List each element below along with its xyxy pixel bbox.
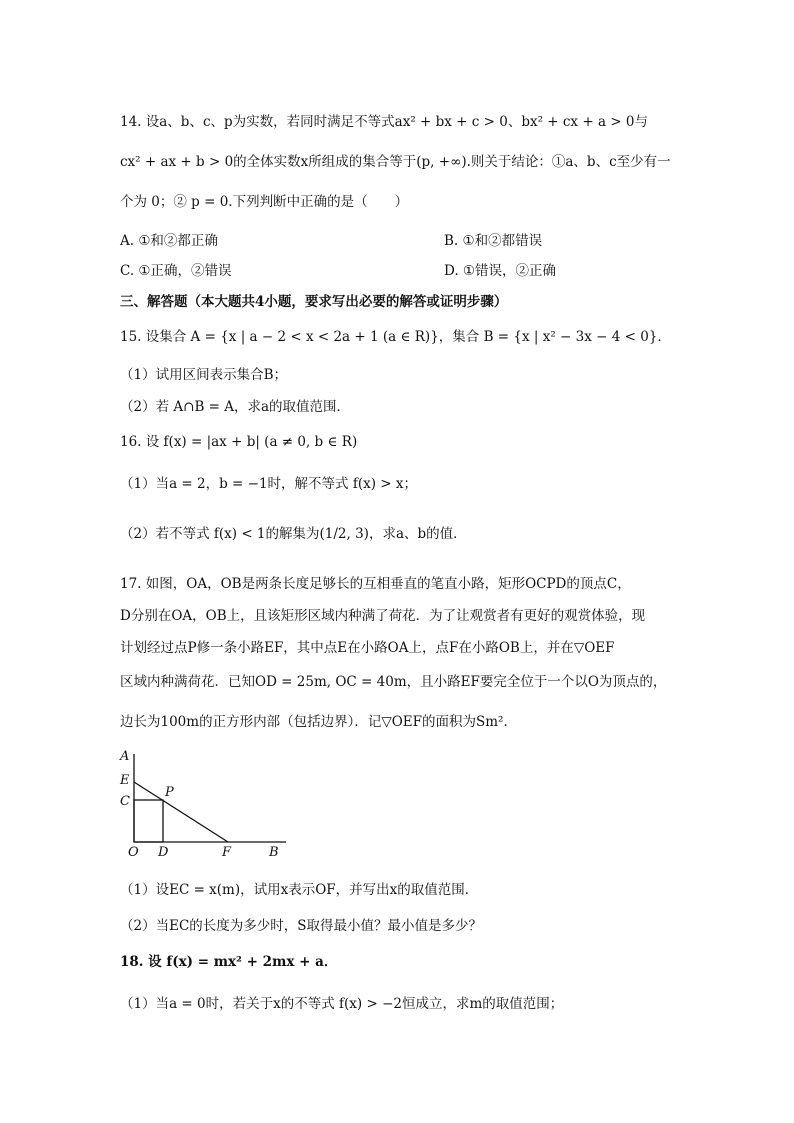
q17-part-2: （2）当EC的长度为多少时，S取得最小值？最小值是多少？ (120, 918, 483, 934)
label-c: C (120, 794, 130, 809)
q14-option-c: C. ①正确，②错误 (120, 263, 232, 279)
q15-part-2: （2）若 A∩B = A，求a的取值范围． (120, 399, 351, 415)
q14-stem-line-3: 个为 0；② p = 0.下列判断中正确的是（ ） (120, 194, 409, 210)
q17-stem-line-5: 边长为100m的正方形内部（包括边界）．记▽OEF的面积为Sm²． (120, 714, 517, 730)
section-heading: 三、解答题（本大题共4小题，要求写出必要的解答或证明步骤） (120, 294, 508, 310)
label-d: D (158, 845, 169, 860)
q17-part-1: （1）设EC = x(m)，试用x表示OF，并写出x的取值范围． (120, 882, 479, 898)
q14-option-d: D. ①错误，②正确 (444, 263, 557, 279)
label-o: O (128, 845, 139, 860)
path-ef (134, 782, 228, 842)
q17-stem-line-4: 区域内种满荷花．已知OD = 25m, OC = 40m，且小路EF要完全位于一个以O为顶点的， (120, 674, 667, 690)
q14-stem-line-1: 14. 设a、b、c、p为实数，若同时满足不等式ax² + bx + c > 0、bx² + cx + a > 0与 (120, 114, 648, 130)
label-p: P (165, 785, 174, 800)
geometry-figure (114, 744, 294, 860)
label-a: A (120, 749, 130, 764)
q15-part-1: （1）试用区间表示集合B； (120, 367, 288, 383)
q14-stem-line-2: cx² + ax + b > 0的全体实数x所组成的集合等于(p, +∞).则关于结论：①a、b、c至少有一 (120, 154, 671, 170)
q18-stem: 18. 设 f(x) = mx² + 2mx + a． (120, 954, 338, 970)
q15-stem: 15. 设集合 A = {x | a − 2 < x < 2a + 1 (a ∈ R)}，集合 B = {x | x² − 3x − 4 < 0}． (120, 329, 671, 345)
label-b: B (269, 845, 279, 860)
label-e: E (120, 773, 130, 788)
q14-option-a: A. ①和②都正确 (120, 233, 218, 249)
q18-part-1: （1）当a = 0时，若关于x的不等式 f(x) > −2恒成立，求m的取值范围； (120, 996, 564, 1012)
rectangle-ocpd (134, 800, 163, 842)
q17-stem-line-3: 计划经过点P修一条小路EF，其中点E在小路OA上，点F在小路OB上，并在▽OEF (120, 640, 615, 656)
q16-stem: 16. 设 f(x) = |ax + b| (a ≠ 0, b ∈ R) (120, 434, 358, 450)
q16-part-1: （1）当a = 2，b = −1时，解不等式 f(x) > x； (120, 476, 417, 492)
q16-part-2: （2）若不等式 f(x) < 1的解集为(1/2, 3)，求a、b的值． (120, 526, 467, 542)
q14-option-b: B. ①和②都错误 (444, 233, 543, 249)
label-f: F (222, 845, 232, 860)
q17-stem-line-2: D分别在OA，OB上，且该矩形区域内种满了荷花．为了让观赏者有更好的观赏体验，现 (120, 608, 646, 624)
q17-stem-line-1: 17. 如图，OA，OB是两条长度足够长的互相垂直的笔直小路，矩形OCPD的顶点C， (120, 576, 631, 592)
